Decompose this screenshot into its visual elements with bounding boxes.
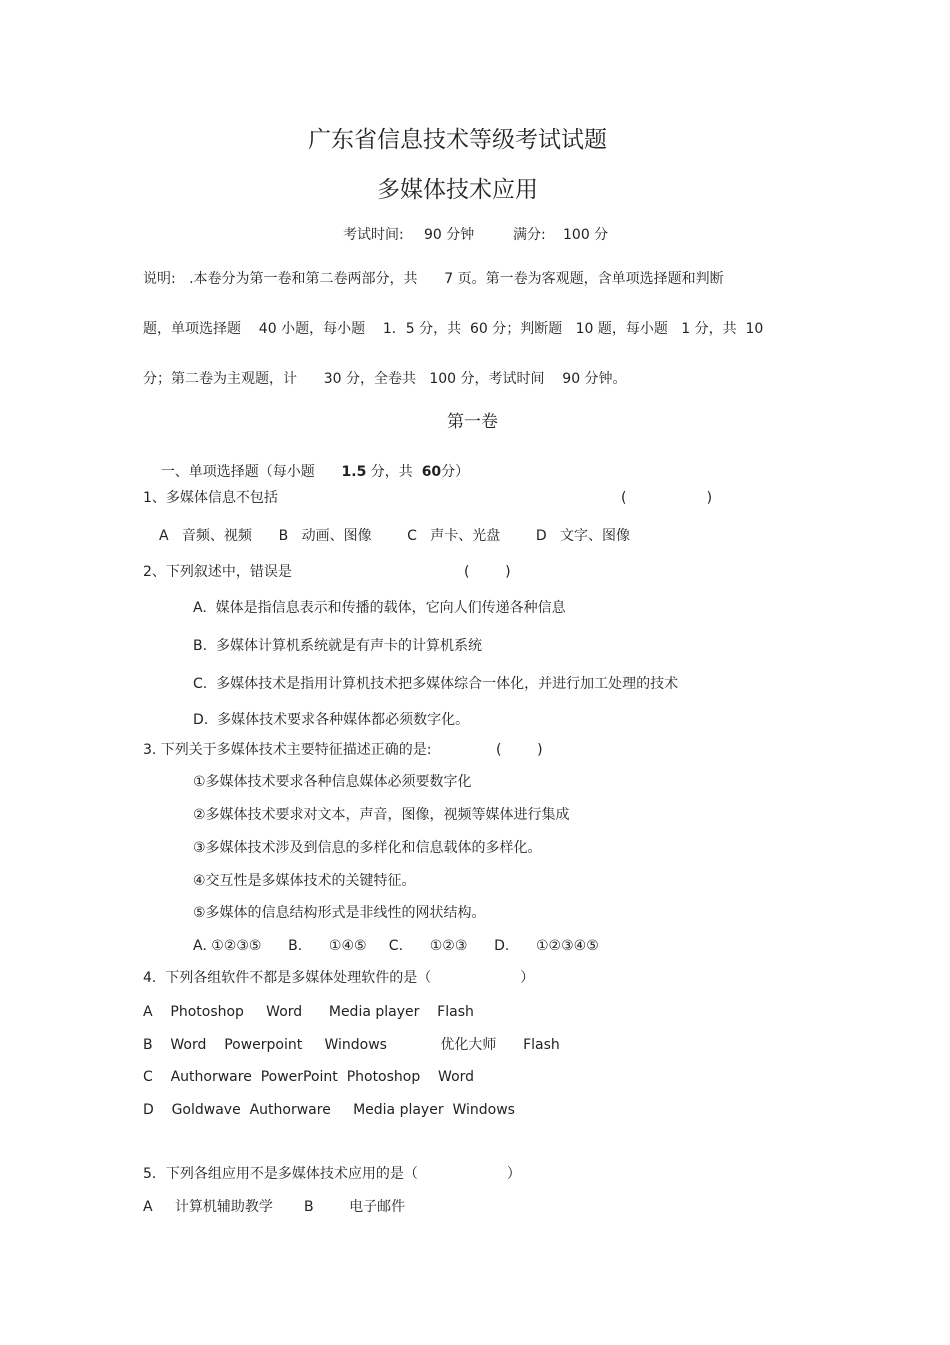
q1-stem: 1、多媒体信息不包括 <box>143 490 278 506</box>
q3-options: A. ①②③⑤ B. ①④⑤ C. ①②③ D. ①②③④⑤ <box>193 938 599 954</box>
full-score-label: 满分: <box>513 227 546 243</box>
section-title: 第一卷 <box>447 412 498 432</box>
part1-points: 1.5 <box>341 464 367 480</box>
q4-option-c: C Authorware PowerPoint Photoshop Word <box>143 1069 475 1085</box>
q3-item-5: ⑤多媒体的信息结构形式是非线性的网状结构。 <box>193 905 486 921</box>
q2-answer-blank: ( ) <box>464 564 511 580</box>
q1-options: A 音频、视频 B 动画、图像 C 声卡、光盘 D 文字、图像 <box>159 528 631 544</box>
page-subtitle: 多媒体技术应用 <box>377 177 538 203</box>
full-score-value: 100 分 <box>563 227 609 243</box>
part1-heading <box>143 451 469 493</box>
q2-option-a: A. 媒体是指信息表示和传播的载体，它向人们传递各种信息 <box>193 600 566 616</box>
q4-stem: 4. 下列各组软件不都是多媒体处理软件的是（ ） <box>143 970 535 986</box>
q2-option-c: C. 多媒体技术是指用计算机技术把多媒体综合一体化，并进行加工处理的技术 <box>193 676 679 692</box>
instructions-line-1: 说明: .本卷分为第一卷和第二卷两部分，共 7 页。第一卷为客观题，含单项选择题和判断 <box>143 271 724 287</box>
q3-stem: 3. 下列关于多媒体技术主要特征描述正确的是: <box>143 742 432 758</box>
page-title: 广东省信息技术等级考试试题 <box>308 127 607 153</box>
exam-time-label: 考试时间: <box>343 227 404 243</box>
q4-option-d: D Goldwave Authorware Media player Windows <box>143 1102 515 1118</box>
instructions-line-2: 题，单项选择题 40 小题，每小题 1．5 分，共 60 分；判断题 10 题，每小题 1 分，共 10 <box>143 321 764 337</box>
q1-answer-blank: ( ) <box>621 490 713 506</box>
part1-suffix: 分） <box>441 464 470 480</box>
q4-option-a: A Photoshop Word Media player Flash <box>143 1004 474 1020</box>
q3-item-1: ①多媒体技术要求各种信息媒体必须要数字化 <box>193 774 472 790</box>
q4-option-b: B Word Powerpoint Windows 优化大师 Flash <box>143 1037 560 1053</box>
q3-item-3: ③多媒体技术涉及到信息的多样化和信息载体的多样化。 <box>193 840 542 856</box>
instructions-line-3: 分；第二卷为主观题，计 30 分，全卷共 100 分，考试时间 90 分钟。 <box>143 371 627 387</box>
q2-stem: 2、下列叙述中，错误是 <box>143 564 292 580</box>
q3-item-4: ④交互性是多媒体技术的关键特征。 <box>193 873 416 889</box>
part1-total: 60 <box>421 464 442 480</box>
q5-stem: 5．下列各组应用不是多媒体技术应用的是（ ） <box>143 1166 521 1182</box>
part1-prefix: 一、单项选择题（每小题 <box>160 464 315 480</box>
q2-option-b: B. 多媒体计算机系统就是有声卡的计算机系统 <box>193 638 482 654</box>
q2-option-d: D. 多媒体技术要求各种媒体都必须数字化。 <box>193 712 470 728</box>
part1-mid: 分，共 <box>370 464 413 480</box>
q5-options: A 计算机辅助教学 B 电子邮件 <box>143 1199 406 1215</box>
q3-item-2: ②多媒体技术要求对文本，声音，图像，视频等媒体进行集成 <box>193 807 570 823</box>
exam-time-value: 90 分钟 <box>424 227 475 243</box>
q3-answer-blank: ( ) <box>496 742 543 758</box>
